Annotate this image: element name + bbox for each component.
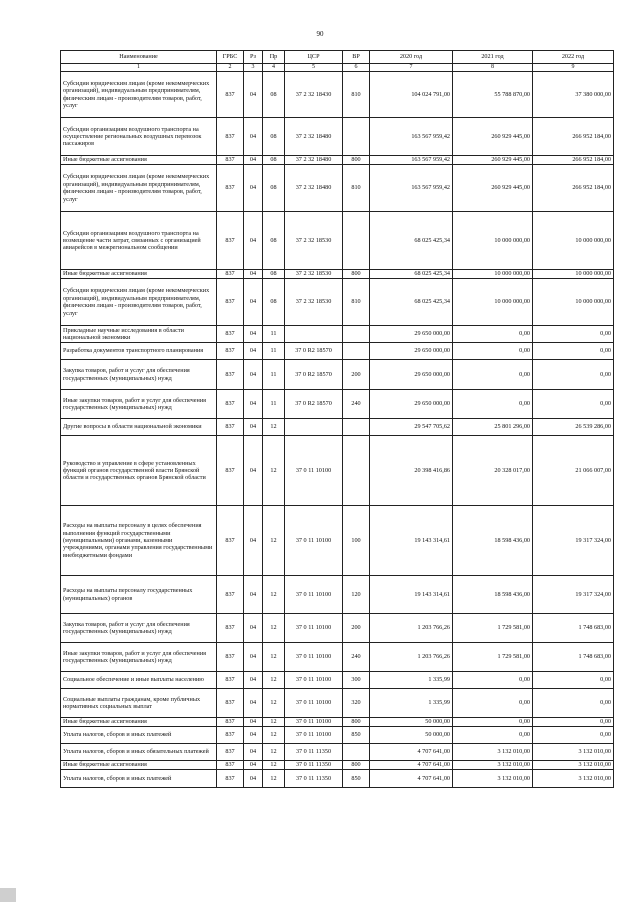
table-row	[61, 279, 614, 326]
row-rz: 04	[244, 718, 263, 727]
row-csr: 37 0 11 10100	[285, 436, 343, 506]
row-amount-2020: 29 547 705,62	[370, 419, 453, 436]
row-grbs: 837	[217, 390, 244, 419]
table-row	[61, 419, 614, 436]
table-row	[61, 436, 614, 506]
header-row	[61, 51, 614, 64]
row-csr: 37 0 11 11350	[285, 744, 343, 761]
row-grbs: 837	[217, 718, 244, 727]
row-amount-2020: 1 335,99	[370, 672, 453, 689]
table-row	[61, 718, 614, 727]
column-number: 5	[285, 64, 343, 72]
row-rz: 04	[244, 212, 263, 270]
row-amount-2022: 0,00	[533, 718, 614, 727]
row-vr: 850	[343, 727, 370, 744]
row-rz: 04	[244, 360, 263, 390]
row-name: Субсидии организациям воздушного транспорта на возмещение части затрат, связанных с организацией авиарейсов в межрегиональном сообщении	[61, 212, 217, 270]
row-grbs: 837	[217, 118, 244, 156]
row-amount-2020: 29 650 000,00	[370, 390, 453, 419]
row-pr: 08	[263, 212, 285, 270]
row-amount-2020: 163 567 959,42	[370, 165, 453, 212]
row-amount-2021: 1 729 581,00	[453, 643, 533, 672]
row-amount-2020: 1 203 766,26	[370, 614, 453, 643]
table-row	[61, 643, 614, 672]
table-row	[61, 390, 614, 419]
row-rz: 04	[244, 614, 263, 643]
row-vr	[343, 343, 370, 360]
row-vr: 120	[343, 576, 370, 614]
row-amount-2020: 4 707 641,00	[370, 761, 453, 770]
row-amount-2021: 20 328 017,00	[453, 436, 533, 506]
table-row	[61, 118, 614, 156]
row-amount-2021: 3 132 010,00	[453, 770, 533, 788]
col-header-rz: Рз	[244, 51, 263, 64]
row-csr: 37 0 11 11350	[285, 761, 343, 770]
row-rz: 04	[244, 770, 263, 788]
row-amount-2022: 10 000 000,00	[533, 279, 614, 326]
col-header-grbs: ГРБС	[217, 51, 244, 64]
row-amount-2022: 3 132 010,00	[533, 744, 614, 761]
col-header-2022: 2022 год	[533, 51, 614, 64]
row-amount-2022: 0,00	[533, 360, 614, 390]
row-vr	[343, 326, 370, 343]
row-csr: 37 0 11 10100	[285, 576, 343, 614]
col-header-vr: ВР	[343, 51, 370, 64]
table-row	[61, 689, 614, 718]
row-name: Иные закупки товаров, работ и услуг для обеспечения государственных (муниципальных) нужд	[61, 643, 217, 672]
column-number: 2	[217, 64, 244, 72]
row-vr	[343, 419, 370, 436]
row-rz: 04	[244, 419, 263, 436]
row-vr: 200	[343, 614, 370, 643]
row-name: Социальные выплаты гражданам, кроме публичных нормативных социальных выплат	[61, 689, 217, 718]
row-amount-2020: 104 024 791,00	[370, 72, 453, 118]
row-rz: 04	[244, 576, 263, 614]
row-rz: 04	[244, 672, 263, 689]
col-header-name: Наименование	[61, 51, 217, 64]
col-header-2020: 2020 год	[370, 51, 453, 64]
row-amount-2021: 25 801 296,00	[453, 419, 533, 436]
row-csr: 37 0 11 10100	[285, 506, 343, 576]
row-amount-2021: 260 929 445,00	[453, 165, 533, 212]
row-name: Уплата налогов, сборов и иных платежей	[61, 770, 217, 788]
row-pr: 12	[263, 419, 285, 436]
table-row	[61, 614, 614, 643]
row-amount-2020: 50 000,00	[370, 727, 453, 744]
table-row	[61, 326, 614, 343]
row-csr: 37 0 11 10100	[285, 643, 343, 672]
row-pr: 11	[263, 343, 285, 360]
row-grbs: 837	[217, 643, 244, 672]
row-amount-2020: 4 707 641,00	[370, 770, 453, 788]
table-row	[61, 156, 614, 165]
row-rz: 04	[244, 326, 263, 343]
row-grbs: 837	[217, 72, 244, 118]
row-vr: 810	[343, 279, 370, 326]
page-number: 90	[316, 30, 324, 38]
row-pr: 12	[263, 727, 285, 744]
row-amount-2022: 1 748 683,00	[533, 643, 614, 672]
row-amount-2021: 18 598 436,00	[453, 576, 533, 614]
row-csr: 37 2 32 18530	[285, 279, 343, 326]
row-grbs: 837	[217, 419, 244, 436]
row-amount-2020: 68 025 425,34	[370, 212, 453, 270]
row-vr	[343, 118, 370, 156]
row-rz: 04	[244, 761, 263, 770]
row-name: Субсидии юридическим лицам (кроме некоммерческих организаций), индивидуальным предпринимателям, физическим лицам - производителям товаров, работ, услуг	[61, 165, 217, 212]
row-amount-2021: 0,00	[453, 727, 533, 744]
row-pr: 08	[263, 156, 285, 165]
table-row	[61, 343, 614, 360]
row-grbs: 837	[217, 761, 244, 770]
row-amount-2022: 37 380 000,00	[533, 72, 614, 118]
row-amount-2022: 266 952 184,00	[533, 156, 614, 165]
row-amount-2020: 163 567 959,42	[370, 118, 453, 156]
row-amount-2020: 68 025 425,34	[370, 270, 453, 279]
row-rz: 04	[244, 343, 263, 360]
row-pr: 12	[263, 689, 285, 718]
row-amount-2022: 10 000 000,00	[533, 212, 614, 270]
row-vr: 800	[343, 718, 370, 727]
row-pr: 12	[263, 672, 285, 689]
row-pr: 08	[263, 270, 285, 279]
col-header-2021: 2021 год	[453, 51, 533, 64]
column-number: 4	[263, 64, 285, 72]
row-csr: 37 2 32 18530	[285, 212, 343, 270]
row-csr	[285, 326, 343, 343]
row-pr: 12	[263, 718, 285, 727]
row-amount-2020: 29 650 000,00	[370, 343, 453, 360]
row-csr: 37 0 R2 18570	[285, 343, 343, 360]
row-amount-2022: 0,00	[533, 727, 614, 744]
row-name: Закупка товаров, работ и услуг для обеспечения государственных (муниципальных) нужд	[61, 614, 217, 643]
row-amount-2021: 0,00	[453, 672, 533, 689]
row-amount-2020: 19 143 314,61	[370, 576, 453, 614]
row-vr: 240	[343, 643, 370, 672]
row-pr: 12	[263, 576, 285, 614]
row-vr: 810	[343, 72, 370, 118]
row-csr: 37 0 R2 18570	[285, 390, 343, 419]
row-grbs: 837	[217, 165, 244, 212]
row-pr: 08	[263, 165, 285, 212]
row-name: Иные бюджетные ассигнования	[61, 270, 217, 279]
row-amount-2020: 1 203 766,26	[370, 643, 453, 672]
row-vr: 850	[343, 770, 370, 788]
row-rz: 04	[244, 165, 263, 212]
row-amount-2021: 3 132 010,00	[453, 761, 533, 770]
table-row	[61, 360, 614, 390]
row-amount-2022: 0,00	[533, 343, 614, 360]
col-header-csr: ЦСР	[285, 51, 343, 64]
table-row	[61, 761, 614, 770]
row-csr: 37 2 32 18530	[285, 270, 343, 279]
row-rz: 04	[244, 727, 263, 744]
row-amount-2020: 29 650 000,00	[370, 326, 453, 343]
row-rz: 04	[244, 118, 263, 156]
row-grbs: 837	[217, 614, 244, 643]
row-pr: 08	[263, 118, 285, 156]
row-rz: 04	[244, 506, 263, 576]
row-grbs: 837	[217, 360, 244, 390]
row-pr: 11	[263, 360, 285, 390]
row-rz: 04	[244, 643, 263, 672]
row-grbs: 837	[217, 672, 244, 689]
column-number: 9	[533, 64, 614, 72]
row-pr: 12	[263, 506, 285, 576]
row-csr: 37 0 11 10100	[285, 718, 343, 727]
budget-table-body	[61, 72, 614, 788]
row-pr: 08	[263, 72, 285, 118]
row-amount-2022: 19 317 324,00	[533, 576, 614, 614]
row-name: Субсидии организациям воздушного транспорта на осуществление региональных воздушных перевозок пассажиров	[61, 118, 217, 156]
row-name: Закупка товаров, работ и услуг для обеспечения государственных (муниципальных) нужд	[61, 360, 217, 390]
row-amount-2021: 1 729 581,00	[453, 614, 533, 643]
row-amount-2021: 0,00	[453, 390, 533, 419]
row-csr: 37 0 R2 18570	[285, 360, 343, 390]
row-vr: 300	[343, 672, 370, 689]
row-grbs: 837	[217, 689, 244, 718]
row-name: Разработка документов транспортного планирования	[61, 343, 217, 360]
row-csr: 37 2 32 18480	[285, 118, 343, 156]
row-csr	[285, 419, 343, 436]
row-amount-2020: 4 707 641,00	[370, 744, 453, 761]
row-amount-2021: 3 132 010,00	[453, 744, 533, 761]
row-name: Уплата налогов, сборов и иных платежей	[61, 727, 217, 744]
row-rz: 04	[244, 156, 263, 165]
row-name: Иные закупки товаров, работ и услуг для обеспечения государственных (муниципальных) нужд	[61, 390, 217, 419]
row-amount-2022: 3 132 010,00	[533, 770, 614, 788]
row-name: Уплата налогов, сборов и иных обязательных платежей	[61, 744, 217, 761]
row-name: Иные бюджетные ассигнования	[61, 156, 217, 165]
row-name: Руководство и управление в сфере установленных функций органов государственной власти Брянской области и государственных органов Брянской области	[61, 436, 217, 506]
row-amount-2021: 260 929 445,00	[453, 118, 533, 156]
table-row	[61, 672, 614, 689]
column-number: 6	[343, 64, 370, 72]
table-row	[61, 270, 614, 279]
row-name: Расходы на выплаты персоналу в целях обеспечения выполнения функций государственными (муниципальными) органами, казенными учреждениями, органами управления государственными внебюджетными фондами	[61, 506, 217, 576]
row-amount-2021: 10 000 000,00	[453, 270, 533, 279]
row-rz: 04	[244, 436, 263, 506]
table-row	[61, 744, 614, 761]
row-name: Иные бюджетные ассигнования	[61, 761, 217, 770]
table-row	[61, 770, 614, 788]
row-pr: 12	[263, 614, 285, 643]
row-vr	[343, 212, 370, 270]
row-amount-2021: 0,00	[453, 326, 533, 343]
row-vr	[343, 744, 370, 761]
row-name: Расходы на выплаты персоналу государственных (муниципальных) органов	[61, 576, 217, 614]
row-grbs: 837	[217, 576, 244, 614]
row-amount-2020: 19 143 314,61	[370, 506, 453, 576]
row-amount-2022: 10 000 000,00	[533, 270, 614, 279]
row-vr	[343, 436, 370, 506]
row-amount-2021: 10 000 000,00	[453, 279, 533, 326]
row-grbs: 837	[217, 436, 244, 506]
row-rz: 04	[244, 72, 263, 118]
row-grbs: 837	[217, 270, 244, 279]
row-rz: 04	[244, 744, 263, 761]
row-amount-2021: 0,00	[453, 689, 533, 718]
row-vr: 240	[343, 390, 370, 419]
row-name: Прикладные научные исследования в области национальной экономики	[61, 326, 217, 343]
row-csr: 37 0 11 10100	[285, 672, 343, 689]
row-name: Субсидии юридическим лицам (кроме некоммерческих организаций), индивидуальным предпринимателям, физическим лицам - производителям товаров, работ, услуг	[61, 72, 217, 118]
column-number-row	[61, 64, 614, 72]
col-header-pr: Пр	[263, 51, 285, 64]
row-amount-2022: 266 952 184,00	[533, 118, 614, 156]
table-row	[61, 72, 614, 118]
row-vr: 320	[343, 689, 370, 718]
table-row	[61, 165, 614, 212]
row-grbs: 837	[217, 156, 244, 165]
row-csr: 37 0 11 11350	[285, 770, 343, 788]
row-amount-2022: 266 952 184,00	[533, 165, 614, 212]
row-pr: 12	[263, 436, 285, 506]
row-pr: 11	[263, 326, 285, 343]
row-csr: 37 2 32 18480	[285, 156, 343, 165]
row-amount-2022: 26 539 286,00	[533, 419, 614, 436]
row-amount-2021: 55 788 870,00	[453, 72, 533, 118]
row-vr: 810	[343, 165, 370, 212]
row-amount-2022: 19 317 324,00	[533, 506, 614, 576]
row-vr: 800	[343, 761, 370, 770]
row-grbs: 837	[217, 727, 244, 744]
row-amount-2021: 0,00	[453, 718, 533, 727]
row-vr: 800	[343, 270, 370, 279]
row-rz: 04	[244, 270, 263, 279]
row-csr: 37 0 11 10100	[285, 614, 343, 643]
row-amount-2022: 0,00	[533, 326, 614, 343]
row-amount-2020: 68 025 425,34	[370, 279, 453, 326]
row-rz: 04	[244, 689, 263, 718]
row-amount-2022: 21 066 007,00	[533, 436, 614, 506]
row-vr: 800	[343, 156, 370, 165]
row-csr: 37 2 32 18430	[285, 72, 343, 118]
row-amount-2022: 1 748 683,00	[533, 614, 614, 643]
budget-table	[60, 50, 614, 788]
table-row	[61, 576, 614, 614]
row-amount-2021: 0,00	[453, 360, 533, 390]
row-pr: 12	[263, 643, 285, 672]
row-pr: 12	[263, 744, 285, 761]
row-grbs: 837	[217, 326, 244, 343]
row-grbs: 837	[217, 343, 244, 360]
row-amount-2021: 260 929 445,00	[453, 156, 533, 165]
row-name: Иные бюджетные ассигнования	[61, 718, 217, 727]
table-row	[61, 506, 614, 576]
row-amount-2021: 0,00	[453, 343, 533, 360]
table-row	[61, 212, 614, 270]
row-rz: 04	[244, 279, 263, 326]
row-grbs: 837	[217, 770, 244, 788]
row-amount-2020: 163 567 959,42	[370, 156, 453, 165]
row-pr: 12	[263, 761, 285, 770]
row-grbs: 837	[217, 744, 244, 761]
row-grbs: 837	[217, 506, 244, 576]
row-amount-2021: 10 000 000,00	[453, 212, 533, 270]
row-rz: 04	[244, 390, 263, 419]
row-name: Другие вопросы в области национальной экономики	[61, 419, 217, 436]
row-amount-2022: 0,00	[533, 390, 614, 419]
row-amount-2022: 0,00	[533, 689, 614, 718]
row-amount-2022: 3 132 010,00	[533, 761, 614, 770]
row-amount-2020: 29 650 000,00	[370, 360, 453, 390]
row-vr: 100	[343, 506, 370, 576]
row-csr: 37 0 11 10100	[285, 689, 343, 718]
row-amount-2022: 0,00	[533, 672, 614, 689]
column-number: 7	[370, 64, 453, 72]
row-name: Субсидии юридическим лицам (кроме некоммерческих организаций), индивидуальным предпринимателям, физическим лицам - производителям товаров, работ, услуг	[61, 279, 217, 326]
row-pr: 08	[263, 279, 285, 326]
row-csr: 37 2 32 18480	[285, 165, 343, 212]
scan-edge-mark	[0, 888, 16, 902]
row-pr: 11	[263, 390, 285, 419]
row-pr: 12	[263, 770, 285, 788]
column-number: 3	[244, 64, 263, 72]
row-grbs: 837	[217, 279, 244, 326]
row-grbs: 837	[217, 212, 244, 270]
column-number: 8	[453, 64, 533, 72]
row-csr: 37 0 11 10100	[285, 727, 343, 744]
row-amount-2020: 1 335,99	[370, 689, 453, 718]
row-name: Социальное обеспечение и иные выплаты населению	[61, 672, 217, 689]
row-vr: 200	[343, 360, 370, 390]
table-row	[61, 727, 614, 744]
column-number: 1	[61, 64, 217, 72]
row-amount-2020: 20 398 416,86	[370, 436, 453, 506]
row-amount-2021: 18 598 436,00	[453, 506, 533, 576]
row-amount-2020: 50 000,00	[370, 718, 453, 727]
